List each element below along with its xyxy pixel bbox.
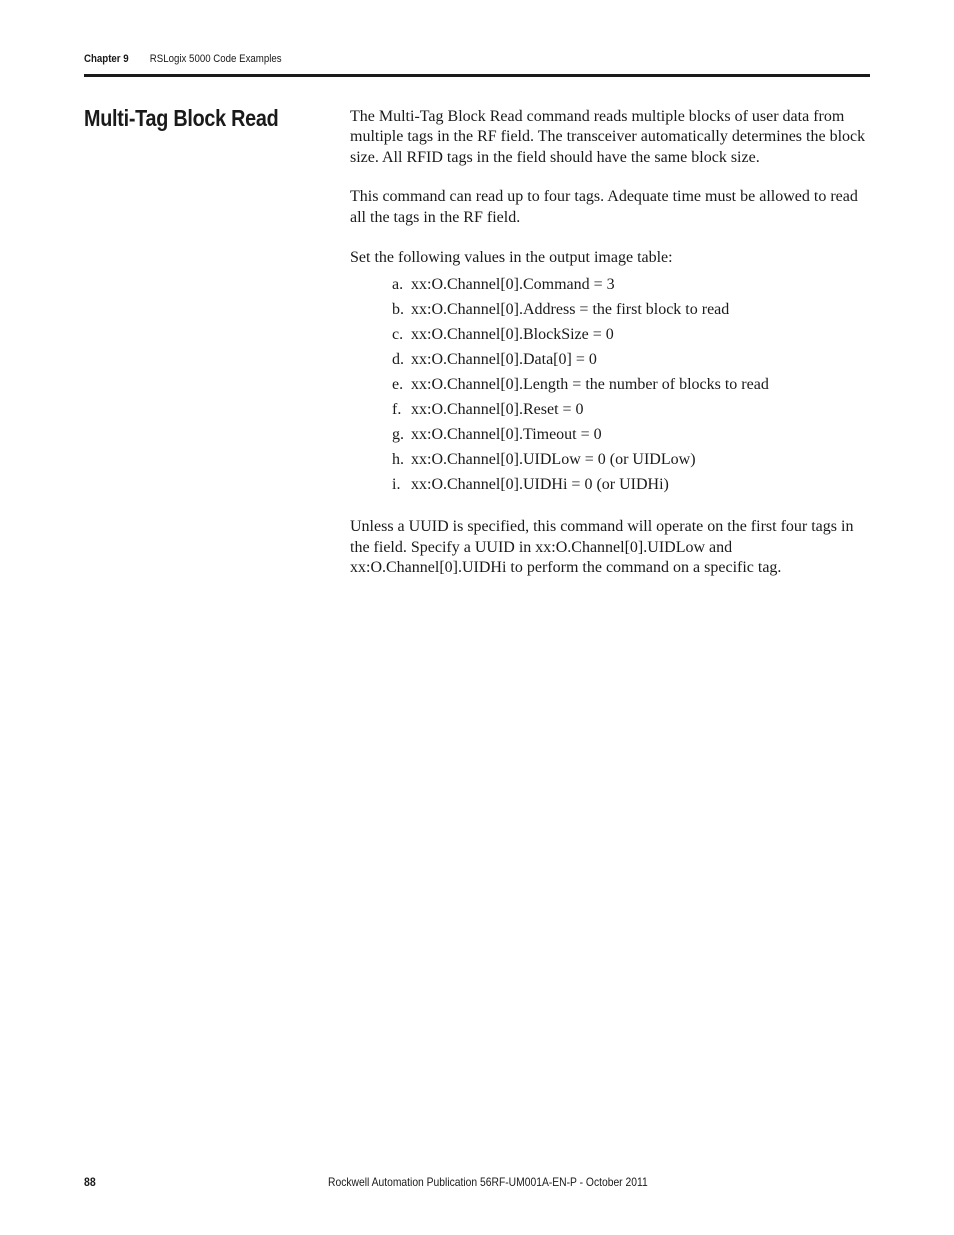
- list-marker: h.: [392, 451, 404, 469]
- list-marker: d.: [392, 351, 404, 369]
- chapter-title: RSLogix 5000 Code Examples: [149, 53, 282, 65]
- list-item-text: xx:O.Channel[0].Data[0] = 0: [411, 351, 597, 369]
- list-item: [392, 347, 872, 372]
- list-marker: c.: [392, 326, 404, 344]
- settings-list: [350, 272, 872, 497]
- list-lead-paragraph: Set the following values in the output image table:: [350, 248, 673, 266]
- list-item: [392, 272, 872, 297]
- list-item-text: xx:O.Channel[0].Reset = 0: [411, 401, 584, 419]
- list-item-text: xx:O.Channel[0].UIDLow = 0 (or UIDLow): [411, 451, 696, 469]
- list-item-text: xx:O.Channel[0].Address = the first block to read: [411, 301, 730, 319]
- list-item: [392, 297, 872, 322]
- list-marker: b.: [392, 301, 404, 319]
- capacity-paragraph: This command can read up to four tags. Adequate time must be allowed to read all the tags in the RF field.: [350, 188, 858, 226]
- intro-paragraph: The Multi-Tag Block Read command reads multiple blocks of user data from multiple tags in the RF field. The transceiver automatically determines the block size. All RFID tags in the field should have the same block size.: [350, 108, 866, 166]
- list-marker: e.: [392, 376, 404, 394]
- list-item: [392, 472, 872, 497]
- running-header: [84, 53, 282, 65]
- list-item-text: xx:O.Channel[0].Timeout = 0: [411, 426, 602, 444]
- list-marker: g.: [392, 426, 404, 444]
- list-item: [392, 422, 872, 447]
- section-title: Multi-Tag Block Read: [84, 105, 279, 131]
- closing-paragraph: Unless a UUID is specified, this command will operate on the first four tags in the field. Specify a UUID in xx:O.Channel[0].UIDLow and xx:O.Channel[0].UIDHi to perform the command on a specific tag.: [350, 518, 854, 577]
- list-marker: i.: [392, 476, 401, 494]
- list-marker: a.: [392, 276, 404, 294]
- list-item-text: xx:O.Channel[0].UIDHi = 0 (or UIDHi): [411, 476, 669, 494]
- publication-info: Rockwell Automation Publication 56RF-UM001A-EN-P - October 2011: [328, 1175, 648, 1189]
- header-rule: [84, 74, 870, 77]
- chapter-label: Chapter 9: [84, 53, 129, 65]
- page-number: 88: [84, 1175, 96, 1189]
- list-item: [392, 447, 872, 472]
- list-marker: f.: [392, 401, 402, 419]
- list-item-text: xx:O.Channel[0].Length = the number of blocks to read: [411, 376, 769, 394]
- list-item: [392, 397, 872, 422]
- list-item-text: xx:O.Channel[0].BlockSize = 0: [411, 326, 614, 344]
- list-item: [392, 322, 872, 347]
- list-item-text: xx:O.Channel[0].Command = 3: [411, 276, 615, 294]
- section-body: [350, 107, 872, 598]
- list-item: [392, 372, 872, 397]
